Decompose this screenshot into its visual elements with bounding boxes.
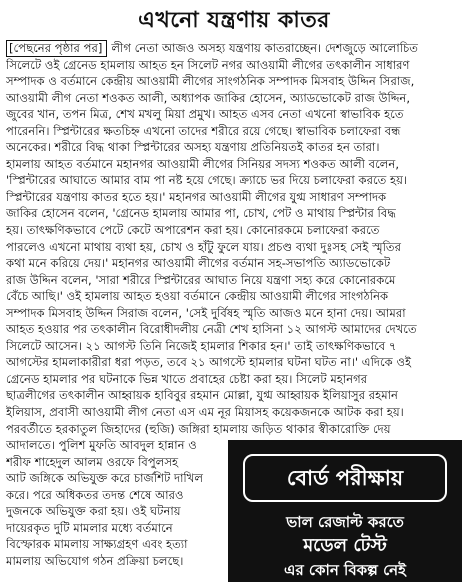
continued-from-label: [পেছনের পৃষ্ঠার পর] [6,40,107,57]
article-line: সিলেটে আসেন। ২১ আগস্ট তিনি নিজেই হামলার শিকার হন।' তাই তাৎক্ষণিকভাবে ৭ [6,338,397,353]
article-line: হয়। তাৎক্ষণিকভাবে পেটে কেটে অপারেশন করা হয়। কোনোরকমে চলাফেরা করতে [6,223,380,238]
article-line: মামলায় অভিযোগ গঠন প্রক্রিয়া চলছে। [6,553,184,568]
article-line: জাকির হোসেন বলেন, 'গ্রেনেড হামলায় আমার পা, চোখ, পেট ও মাথায় স্প্লিন্টার বিদ্ধ [6,206,396,221]
first-line-text: লীগ নেতা আজও অসহ্য যন্ত্রণায় কাতরাচ্ছেন। দেশজুড়ে আলোচিত [111,41,418,55]
article-line: আট জঙ্গিকে অভিযুক্ত করে চার্জশিট দাখিল [6,471,204,486]
article-line: ইলিয়াস, প্রবাসী আওয়ামী লীগ নেতা এস এম নূর মিয়াসহ কয়েকজনকে আটক করা হয়। [6,405,404,420]
article-line: সিলেটে ওই গ্রেনেড হামলায় আহত হন সিলেট নগর আওয়ামী লীগের তৎকালীন সাধারণ [6,57,410,72]
article-line: কথা মনে করিয়ে দেয়।' মহানগর আওয়ামী লীগের বর্তমান সহ-সভাপতি অ্যাডভোকেট [6,256,391,271]
article-line: পরবর্তীতে হরকাতুল জিহাদের (হুজি) জঙ্গিরা হামলায় জড়িত থাকার স্বীকারোক্তি দেয় [6,421,391,436]
article-line: হামলায় আহত বর্তমানে মহানগর আওয়ামী লীগের সিনিয়র সদস্য শওকত আলী বলেন, [6,156,400,171]
article-line: শরীফ শাহেদুল আলম ওরফে বিপুলসহ [6,454,179,469]
article-line: 'স্প্লিন্টারের আঘাতে আমার বাম পা নষ্ট হয়ে গেছে। ক্র্যাচে ভর দিয়ে চলাফেরা করতে হয়। [6,173,408,188]
article-line: ছাত্রলীগের তৎকালীন আহ্বায়ক হাবিবুর রহমান মোল্লা, যুগ্ম আহ্বায়ক ইলিয়াসুর রহমান [6,388,398,403]
advertisement[interactable] [228,440,462,582]
article-line: বেঁচে আছি।' ওই হামলায় আহত হওয়া বর্তমানে কেন্দ্রীয় আওয়ামী লীগের সাংগঠনিক [6,289,389,304]
ad-line-1: ভাল রেজাল্ট করতে [286,513,404,531]
article-line: সম্পাদক ও বর্তমানে কেন্দ্রীয় আওয়ামী লীগের সাংগঠনিক সম্পাদক মিসবাহ উদ্দিন সিরাজ, [6,74,415,89]
article-line: সম্পাদক মিসবাহ উদ্দিন সিরাজ বলেন, 'সেই দুর্বিষহ স্মৃতি আজও মনে হানা দেয়। আমরা [6,305,406,320]
headline: এখনো যন্ত্রণায় কাতর [138,8,330,33]
article-line: পারলেও এখনো মাথায় ব্যথা হয়, চোখ ও হাঁটু ফুলে যায়। প্রচণ্ড ব্যথা দুঃসহ সেই স্মৃতির [6,239,401,254]
ad-line-3: এর কোন বিকল্প নেই [284,561,406,579]
article-line: আওয়ামী লীগ নেতা শওকত আলী, অধ্যাপক জাকির হোসেন, অ্যাডভোকেট রাজ উদ্দিন, [6,90,411,105]
article-line: আহত হওয়ার পর তৎকালীন বিরোধীদলীয় নেত্রী শেখ হাসিনা ১২ আগস্ট আমাদের দেখতে [6,322,417,337]
article-line: আদালতে। পুলিশ মুফতি আবদুল হান্নান ও [6,438,197,453]
first-line [6,40,462,57]
article-line: গ্রেনেড হামলার পর ঘটনাকে ভিন্ন খাতে প্রবাহের চেষ্টা করা হয়। সিলেট মহানগর [6,371,368,386]
article-line: আগস্টের হামলাকারীরা ধরা পড়ত, তবে ২১ আগস্টে হামলার ঘটনা ঘটত না।' এদিকে ওই [6,355,412,370]
article-line: অনেকের। শরীরে বিদ্ধ থাকা স্প্লিন্টারের অসহ্য যন্ত্রণায় প্রতিনিয়তই কাতর হন তারা। [6,140,380,155]
article-line: রাজ উদ্দিন বলেন, 'সারা শরীরে স্প্লিন্টারের আঘাত নিয়ে যন্ত্রণা সহ্য করে কোনোরকমে [6,272,396,287]
article-line: জুবের খান, তপন মিত্র, শেখ মখলু মিয়া প্রমুখ। আহত এসব নেতা এখনো স্বাভাবিক হতে [6,107,404,122]
article-line: করে। পরে অধিকতর তদন্ত শেষে আরও [6,487,184,502]
article-line: স্প্লিন্টারের যন্ত্রণায় কাতর হতে হয়।' মহানগর আওয়ামী লীগের যুগ্ম সাধারণ সম্পাদক [6,189,387,204]
article-line: বিস্ফোরক মামলায় সাক্ষ্যগ্রহণ এবং হত্যা [6,537,188,552]
ad-title: বোর্ড পরীক্ষায় [243,454,447,502]
article-line: পারেননি। স্প্লিন্টারের ক্ষতচিহ্ন এখনো তাদের শরীরে রয়ে গেছে। স্বাভাবিক চলাফেরা বন্ধ [6,123,401,138]
article-line: দুজনকে অভিযুক্ত করা হয়। ওই ঘটনায় [6,504,181,519]
ad-line-2: মডেল টেস্ট [303,535,387,556]
article-line: দায়েরকৃত দুটি মামলার মধ্যে বর্তমানে [6,520,173,535]
